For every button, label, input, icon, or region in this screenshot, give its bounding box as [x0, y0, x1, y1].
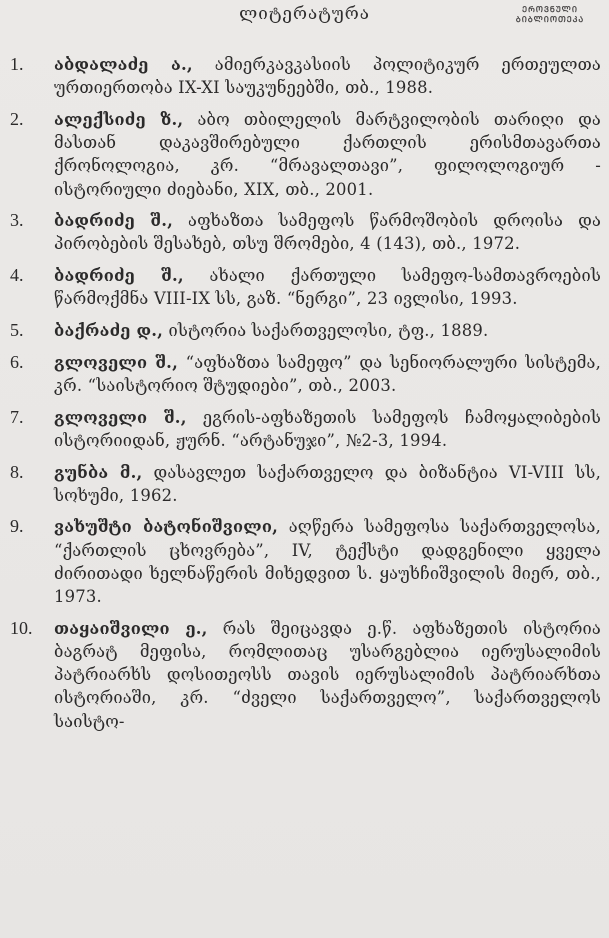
reference-text: დასავლეთ საქართველო და ბიზანტია VI-VIII სს, სოხუმი, 1962. — [54, 462, 601, 505]
reference-text: რას შეიცავდა ე.წ. აფხაზეთის ისტორია ბაგრატ მეფისა, რომლითაც უსარგებლია იერუსალიმის პატრიარხს დოსითეოსს თავის იერუსალიმის პატრიარხთა ისტორიაში, კრ. “ძველი საქართველო”, საქართველოს საისტო- — [54, 618, 601, 731]
reference-item — [10, 53, 601, 99]
reference-text: ახალი ქართული სამეფო-სამთავროების წარმოქმნა VIII-IX სს, გაზ. “ნერგი”, 23 ივლისი, 1993. — [54, 266, 601, 309]
reference-number: 8. — [10, 461, 24, 482]
reference-text: აღწერა სამეფოსა საქართველოსა, “ქართლის ცხოვრება”, IV, ტექსტი დადგენილი ყველა ძირითადი ხელნაწერის მიხედვით ს. ყაუხჩიშვილის მიერ, თბ., 1973. — [54, 517, 601, 607]
reference-item — [10, 264, 601, 310]
reference-text: “აფხაზთა სამეფო” და სენიორალური სისტემა, კრ. “საისტორიო შტუდიები”, თბ., 2003. — [54, 352, 601, 395]
reference-item — [10, 406, 601, 452]
reference-author: გლოველი შ., — [54, 407, 187, 427]
reference-author: გლოველი შ., — [54, 352, 178, 372]
library-stamp-line: ᲔᲠᲝᲕᲜᲣᲚᲘ — [522, 5, 578, 14]
reference-text: ამიერკავკასიის პოლიტიკურ ერთეულთა ურთიერთობა IX-XI საუკუნეებში, თბ., 1988. — [54, 55, 601, 98]
reference-number: 2. — [10, 108, 24, 129]
reference-item — [10, 209, 601, 255]
reference-item — [10, 617, 601, 733]
reference-number: 7. — [10, 406, 24, 427]
reference-text: აბო თბილელის მარტვილობის თარიღი და მასთან დაკავშირებული ქართლის ერისმთავართა ქრონოლოგია, კრ. “მრავალთავი”, ფილოლოგიურ - ისტორიული ძიებანი, XIX, თბ., 2001. — [54, 109, 601, 199]
reference-number: 1. — [10, 54, 24, 74]
reference-number: 5. — [10, 320, 24, 341]
reference-number: 6. — [10, 351, 24, 372]
reference-number: 4. — [10, 265, 24, 286]
reference-author: ვახუშტი ბატონიშვილი, — [54, 517, 278, 537]
reference-item — [10, 515, 601, 608]
reference-list — [10, 53, 601, 741]
library-stamp-line: ᲑᲘᲑᲚᲘᲝᲗᲔᲙᲐ — [515, 15, 585, 24]
reference-number: 9. — [10, 516, 24, 537]
reference-author: აბდალაძე ა., — [54, 55, 193, 74]
page-title: ლიტერატურა — [239, 4, 370, 24]
reference-text: ეგრის-აფხაზეთის სამეფოს ჩამოყალიბების ისტორიიდან, ჟურნ. “არტანუჯი”, №2-3, 1994. — [54, 407, 601, 450]
reference-item — [10, 319, 601, 342]
reference-author: ბადრიძე შ., — [54, 211, 174, 231]
reference-text: აფხაზთა სამეფოს წარმოშობის დროისა და პირობების შესახებ, თსუ შრომები, 4 (143), თბ., 1972. — [54, 211, 601, 254]
reference-author: ბადრიძე შ., — [54, 266, 184, 286]
reference-number: 10. — [10, 617, 33, 638]
reference-item — [10, 351, 601, 397]
reference-author: გუნბა მ., — [54, 462, 143, 482]
reference-text: ისტორია საქართველოსი, ტფ., 1889. — [163, 321, 489, 341]
reference-item — [10, 461, 601, 507]
reference-number: 3. — [10, 210, 24, 231]
reference-author: თაყაიშვილი ე., — [54, 618, 208, 638]
reference-item — [10, 108, 601, 201]
reference-author: ბაქრაძე დ., — [54, 321, 164, 341]
reference-author: ალექსიძე ზ., — [54, 109, 184, 129]
